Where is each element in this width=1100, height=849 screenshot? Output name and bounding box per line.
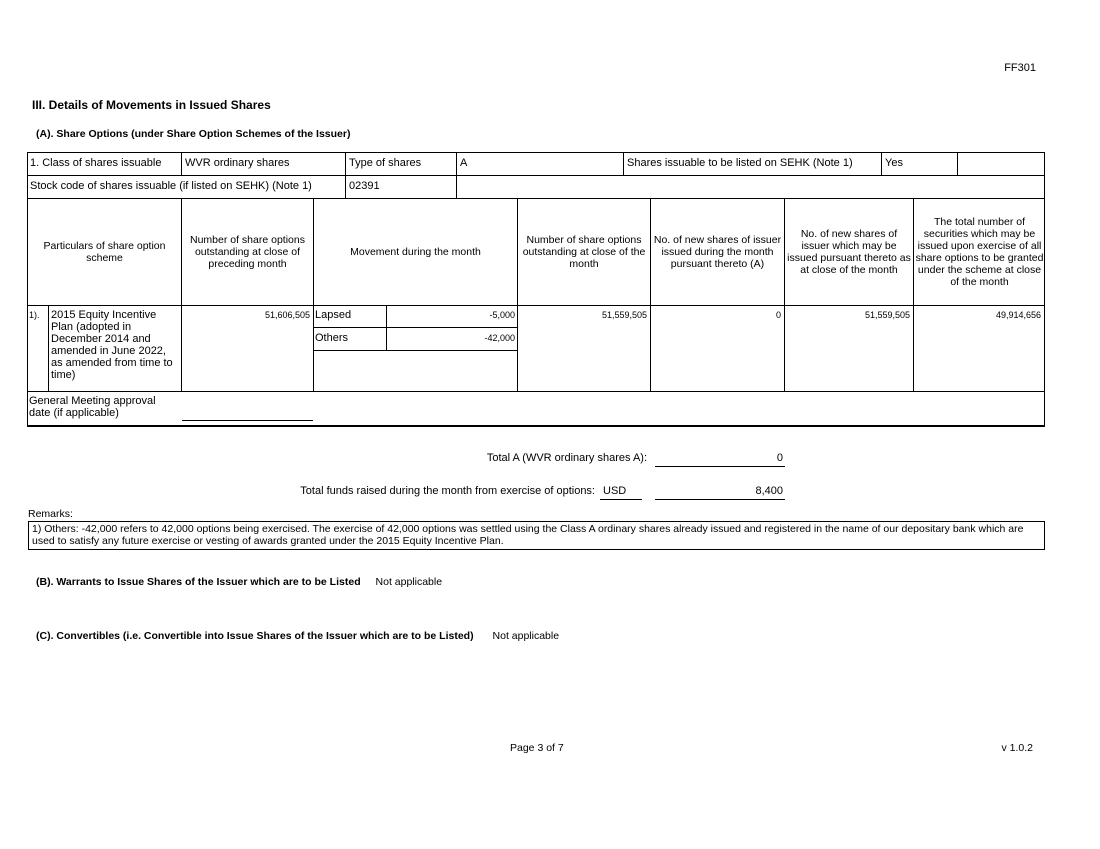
header-particulars: Particulars of share option scheme [43,239,166,264]
subsection-b-value: Not applicable [375,576,443,588]
listed-label: Shares issuable to be listed on SEHK (Note 1) [627,157,853,169]
subsection-b-title: (B). Warrants to Issue Shares of the Issuer which are to be Listed [36,576,361,588]
page-number: Page 3 of 7 [510,742,564,754]
new-may-issue-value: 51,559,505 [864,310,910,320]
type-value: A [460,157,468,169]
form-code: FF301 [1004,62,1036,74]
movement-label-others: Others [315,332,349,344]
remarks-text: 1) Others: -42,000 refers to 42,000 options being exercised. The exercise of 42,000 options was settled using the Class A ordinary shares already issued and registered in the name of our depositary bank which are used to satisfy any future exercise or vesting of awards granted under the 2015 Equity Incentive Plan. [28,521,1045,550]
subsection-c-title: (C). Convertibles (i.e. Convertible into Issue Shares of the Issuer which are to be Listed) [36,630,474,642]
class-label: 1. Class of shares issuable [30,157,162,169]
outstanding-close-value: 51,559,505 [601,310,647,320]
remarks-label: Remarks: [28,508,73,520]
listed-value: Yes [885,157,903,169]
header-movement: Movement during the month [350,245,481,258]
scheme-name: 2015 Equity Incentive Plan (adopted in December 2014 and amended in June 2022, as amended from time to time) [51,309,173,381]
outstanding-prev-value: 51,606,505 [264,310,310,320]
total-a-label: Total A (WVR ordinary shares A): [486,452,647,464]
movement-label-lapsed: Lapsed [315,309,352,321]
version: v 1.0.2 [1001,742,1033,754]
section-title: III. Details of Movements in Issued Shares [32,98,271,112]
total-securities-value: 49,914,656 [995,310,1041,320]
class-value: WVR ordinary shares [185,157,290,169]
gm-approval-date-line [182,420,313,421]
scheme-index: 1). [29,310,40,320]
subsection-b [36,576,442,588]
header-total-securities: The total number of securities which may be issued upon exercise of all share options to be granted under the scheme at close of the month [915,215,1044,288]
stock-code-value: 02391 [349,180,380,192]
type-label: Type of shares [349,157,422,169]
total-a-value: 0 [776,452,783,464]
movement-value-others: -42,000 [484,333,515,343]
funds-currency: USD [603,485,627,497]
new-issued-value: 0 [775,310,781,320]
subsection-c [36,630,559,642]
subsection-a-title: (A). Share Options (under Share Option Schemes of the Issuer) [36,128,351,140]
header-outstanding-close: Number of share options outstanding at close of the month [522,233,646,270]
gm-approval-label: General Meeting approval date (if applicable) [29,395,156,419]
subsection-c-value: Not applicable [492,630,560,642]
stock-code-label: Stock code of shares issuable (if listed on SEHK) (Note 1) [30,180,312,192]
header-outstanding-prev: Number of share options outstanding at close of preceding month [190,233,305,270]
header-new-may-issue: No. of new shares of issuer which may be issued pursuant thereto as at close of the month [787,227,911,276]
movement-value-lapsed: -5,000 [489,310,515,320]
header-new-issued: No. of new shares of issuer issued during the month pursuant thereto (A) [653,233,782,270]
funds-value: 8,400 [755,485,783,497]
funds-label: Total funds raised during the month from exercise of options: [300,485,595,497]
